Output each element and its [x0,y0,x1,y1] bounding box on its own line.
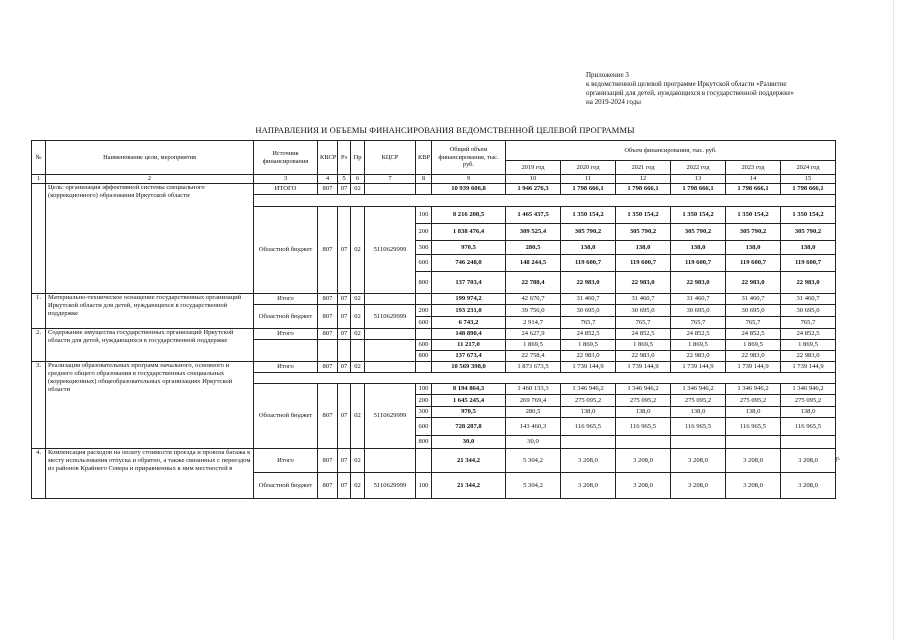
year-cell: 1 460 133,3 [506,384,561,395]
year-cell: 305 790,2 [671,224,726,241]
year-cell: 1 350 154,2 [781,207,836,224]
item-num: 4. [32,449,46,499]
source-cell: Областной бюджет [254,207,318,294]
total-cell: 1 838 476,4 [432,224,506,241]
pr-cell: 02 [351,305,365,329]
total-cell: 728 287,8 [432,418,506,436]
item-num: 1. [32,294,46,329]
kcsr-cell [365,294,416,305]
year-cell: 1 350 154,2 [616,207,671,224]
year-cell: 22 983,0 [616,272,671,294]
year-cell: 30 695,0 [781,305,836,317]
year-cell: 1 798 666,1 [561,184,616,195]
year-cell: 1 869,5 [506,340,561,351]
year-cell: 1 346 946,2 [616,384,671,395]
column-number: 5 [338,175,351,184]
column-number: 11 [561,175,616,184]
total-cell: 746 248,0 [432,255,506,272]
header-name: Наименование цели, мероприятия [46,141,254,175]
source-cell: Итого [254,329,318,340]
year-cell: 119 600,7 [671,255,726,272]
goal-num [32,184,46,294]
header-kcsr: КЦСР [365,141,416,175]
year-cell: 765,7 [726,317,781,329]
source-cell: ИТОГО [254,184,318,195]
year-cell: 1 946 276,3 [506,184,561,195]
column-number: 12 [616,175,671,184]
appendix-line: на 2019-2024 годы [586,98,641,106]
pr-cell [351,340,365,362]
rz-cell: 07 [338,473,351,499]
column-number: 15 [781,175,836,184]
year-cell: 30,0 [506,436,561,449]
kvr-cell [416,449,432,473]
year-cell: 275 095,2 [561,395,616,407]
year-cell: 119 600,7 [726,255,781,272]
appendix-line: Приложение 3 [586,71,629,79]
kcsr-cell [365,362,416,373]
year-cell [726,436,781,449]
year-cell: 305 790,2 [726,224,781,241]
year-cell: 138,0 [561,407,616,418]
year-cell: 1 739 144,9 [616,362,671,373]
kvr-cell: 100 [416,473,432,499]
rz-cell: 07 [338,305,351,329]
year-cell: 1 465 437,5 [506,207,561,224]
year-cell: 765,7 [671,317,726,329]
year-cell: 24 852,5 [781,329,836,340]
kvr-cell: 200 [416,305,432,317]
year-cell: 1 346 946,2 [671,384,726,395]
year-cell [616,436,671,449]
total-cell: 6 743,2 [432,317,506,329]
kvr-cell: 600 [416,340,432,351]
kvr-cell: 800 [416,436,432,449]
appendix-line: организаций для детей, нуждающихся в государственной поддержке» [586,89,794,97]
year-cell: 3 208,0 [726,449,781,473]
year-cell: 1 869,5 [671,340,726,351]
year-cell: 22 788,4 [506,272,561,294]
pr-cell: 02 [351,449,365,473]
year-cell: 1 869,5 [616,340,671,351]
blank-cell [254,373,836,384]
year-cell: 138,0 [726,407,781,418]
source-cell: Областной бюджет [254,473,318,499]
year-cell: 1 739 144,9 [781,362,836,373]
rz-cell: 07 [338,384,351,449]
year-cell: 31 460,7 [561,294,616,305]
year-cell: 1 798 666,1 [616,184,671,195]
goal-itogo-row [32,184,836,195]
year-cell: 1 869,5 [561,340,616,351]
year-cell: 1 873 673,5 [506,362,561,373]
year-cell: 1 739 144,9 [671,362,726,373]
year-cell: 148 244,5 [506,255,561,272]
year-cell: 305 790,2 [561,224,616,241]
year-cell: 22 983,0 [671,351,726,362]
year-cell: 1 739 144,9 [726,362,781,373]
kcsr-cell: 5110629999 [365,207,416,294]
year-cell: 31 460,7 [726,294,781,305]
year-cell: 1 869,5 [726,340,781,351]
pr-cell: 02 [351,294,365,305]
year-cell: 138,0 [671,407,726,418]
year-cell: 3 208,0 [726,473,781,499]
source-cell [254,340,318,362]
kcsr-cell: 5110629999 [365,473,416,499]
kvr-cell: 800 [416,272,432,294]
column-number: 2 [46,175,254,184]
total-cell: 8 216 208,5 [432,207,506,224]
year-cell: 22 983,0 [781,272,836,294]
total-cell: 21 344,2 [432,473,506,499]
year-cell: 119 600,7 [616,255,671,272]
total-cell: 970,5 [432,241,506,255]
year-cell: 31 460,7 [781,294,836,305]
kvr-cell: 200 [416,395,432,407]
pr-cell: 02 [351,207,365,294]
total-cell: 8 194 864,3 [432,384,506,395]
kvr-cell: 300 [416,241,432,255]
total-cell: 970,5 [432,407,506,418]
kvr-cell [416,362,432,373]
year-cell: 3 208,0 [616,473,671,499]
item-num: 2. [32,329,46,362]
year-cell: 138,0 [726,241,781,255]
rz-cell: 07 [338,449,351,473]
year-cell: 30 695,0 [726,305,781,317]
appendix-note [586,71,886,107]
kcsr-cell [365,449,416,473]
year-cell: 1 350 154,2 [561,207,616,224]
header-kvsr: КВСР [318,141,338,175]
rz-cell [338,340,351,362]
item4-itogo-row [32,449,836,473]
year-cell: 1 346 946,2 [781,384,836,395]
year-cell: 309 525,4 [506,224,561,241]
header-year: 2020 год [561,161,616,175]
year-cell: 116 965,5 [726,418,781,436]
total-cell: 11 217,0 [432,340,506,351]
year-cell: 305 790,2 [616,224,671,241]
column-number: 13 [671,175,726,184]
year-cell: 1 350 154,2 [726,207,781,224]
rz-cell: 07 [338,184,351,195]
header-year: 2022 год [671,161,726,175]
year-cell: 275 095,2 [726,395,781,407]
kvr-cell [416,329,432,340]
total-cell: 199 974,2 [432,294,506,305]
year-cell: 31 460,7 [671,294,726,305]
kvr-cell [416,184,432,195]
year-cell: 116 965,5 [671,418,726,436]
column-number: 4 [318,175,338,184]
kvr-cell: 600 [416,317,432,329]
year-cell: 280,5 [506,241,561,255]
year-cell: 116 965,5 [561,418,616,436]
kvsr-cell: 807 [318,473,338,499]
year-cell: 138,0 [781,407,836,418]
column-number: 10 [506,175,561,184]
item-name: Компенсация расходов на оплату стоимости проезда и провоза багажа к месту использования отпуска и обратно, а также связанных с переездом из районов Крайнего Севера и приравненных к ним местностей в [46,449,254,499]
kcsr-cell [365,184,416,195]
year-cell: 138,0 [616,407,671,418]
year-cell: 138,0 [616,241,671,255]
year-cell: 2 914,7 [506,317,561,329]
year-cell: 1 350 154,2 [671,207,726,224]
year-cell: 138,0 [671,241,726,255]
goal-name: Цель: организация эффективной системы специального (коррекционного) образования Иркутской области [46,184,254,294]
header-num: № [32,141,46,175]
column-number: 3 [254,175,318,184]
kvr-cell: 100 [416,207,432,224]
year-cell: 24 852,5 [671,329,726,340]
year-cell: 3 208,0 [781,449,836,473]
source-cell: Областной бюджет [254,384,318,449]
year-cell: 1 346 946,2 [726,384,781,395]
page-mark: р. [836,456,841,462]
year-cell: 1 798 666,1 [726,184,781,195]
kvr-cell: 600 [416,418,432,436]
year-cell: 42 670,7 [506,294,561,305]
kvsr-cell: 807 [318,207,338,294]
year-cell: 31 460,7 [616,294,671,305]
year-cell: 30 695,0 [671,305,726,317]
year-cell: 3 208,0 [616,449,671,473]
kvsr-cell: 807 [318,184,338,195]
pr-cell: 02 [351,473,365,499]
column-number: 7 [365,175,416,184]
kvr-cell: 800 [416,351,432,362]
column-number: 14 [726,175,781,184]
rz-cell: 07 [338,207,351,294]
kcsr-cell: 5110629999 [365,384,416,449]
kvsr-cell [318,340,338,362]
column-number: 1 [32,175,46,184]
kcsr-cell [365,329,416,340]
header-year: 2024 год [781,161,836,175]
year-cell: 22 983,0 [781,351,836,362]
rz-cell: 07 [338,362,351,373]
item-num: 3. [32,362,46,449]
total-cell: 1 645 245,4 [432,395,506,407]
kvr-cell: 600 [416,255,432,272]
column-number-row [32,175,836,184]
source-cell: Итого [254,362,318,373]
year-cell: 22 983,0 [561,351,616,362]
item3-itogo-row [32,362,836,373]
kvsr-cell: 807 [318,329,338,340]
year-cell: 3 208,0 [561,449,616,473]
blank-cell [254,195,836,207]
header-pr: Пр [351,141,365,175]
year-cell: 22 758,4 [506,351,561,362]
year-cell: 30 695,0 [616,305,671,317]
financing-table [31,140,836,499]
total-cell: 137 703,4 [432,272,506,294]
year-cell: 275 095,2 [616,395,671,407]
header-year: 2021 год [616,161,671,175]
year-cell: 765,7 [616,317,671,329]
year-cell: 1 798 666,1 [671,184,726,195]
kcsr-cell [365,340,416,362]
year-cell: 1 739 144,9 [561,362,616,373]
total-cell: 148 890,4 [432,329,506,340]
pr-cell: 02 [351,362,365,373]
year-cell: 24 627,9 [506,329,561,340]
item-name: Реализация образовательных программ начального, основного и среднего общего образования в государственных специальных (коррекционных) общеобразовательных организациях Иркутской области [46,362,254,449]
rz-cell: 07 [338,329,351,340]
header-source: Источник финансирования [254,141,318,175]
year-cell [781,436,836,449]
appendix-line: к ведомственной целевой программе Иркутской области «Развитие [586,80,787,88]
year-cell: 275 095,2 [781,395,836,407]
kvsr-cell: 807 [318,294,338,305]
year-cell: 22 983,0 [726,351,781,362]
source-cell: Итого [254,294,318,305]
column-number: 6 [351,175,365,184]
year-cell: 765,7 [781,317,836,329]
scan-edge [893,0,894,640]
header-rz: Рз [338,141,351,175]
pr-cell: 02 [351,329,365,340]
year-cell: 22 983,0 [616,351,671,362]
kvsr-cell: 807 [318,384,338,449]
year-cell: 275 095,2 [671,395,726,407]
kvr-cell: 300 [416,407,432,418]
year-cell: 119 600,7 [561,255,616,272]
header-volume: Объем финансирования, тыс. руб. [506,141,836,161]
year-cell: 1 869,5 [781,340,836,351]
year-cell: 269 769,4 [506,395,561,407]
year-cell: 24 852,5 [561,329,616,340]
year-cell: 305 790,2 [781,224,836,241]
year-cell: 39 756,0 [506,305,561,317]
header-year: 2019 год [506,161,561,175]
year-cell: 138,0 [561,241,616,255]
year-cell: 3 208,0 [671,449,726,473]
total-cell: 21 344,2 [432,449,506,473]
total-cell: 30,0 [432,436,506,449]
kvsr-cell: 807 [318,362,338,373]
year-cell: 3 208,0 [561,473,616,499]
item-name: Материально-техническое оснащение государственных организаций Иркутской области для детей, нуждающихся в государственной поддержке [46,294,254,329]
document-title: НАПРАВЛЕНИЯ И ОБЪЕМЫ ФИНАНСИРОВАНИЯ ВЕДОМСТВЕННОЙ ЦЕЛЕВОЙ ПРОГРАММЫ [255,125,635,135]
total-cell: 137 673,4 [432,351,506,362]
year-cell: 5 304,2 [506,473,561,499]
total-cell: 10 569 398,0 [432,362,506,373]
year-cell: 22 983,0 [561,272,616,294]
header-row [32,141,836,161]
year-cell: 24 852,5 [616,329,671,340]
kvsr-cell: 807 [318,305,338,329]
kvr-cell: 100 [416,384,432,395]
year-cell: 138,0 [781,241,836,255]
rz-cell: 07 [338,294,351,305]
year-cell: 3 208,0 [671,473,726,499]
year-cell: 143 460,3 [506,418,561,436]
item1-itogo-row [32,294,836,305]
year-cell [671,436,726,449]
year-cell: 30 695,0 [561,305,616,317]
year-cell: 22 983,0 [671,272,726,294]
year-cell: 119 600,7 [781,255,836,272]
column-number: 8 [416,175,432,184]
year-cell: 1 346 946,2 [561,384,616,395]
kcsr-cell: 5110629999 [365,305,416,329]
year-cell: 3 208,0 [781,473,836,499]
source-cell: Областной бюджет [254,305,318,329]
year-cell: 22 983,0 [726,272,781,294]
year-cell: 280,5 [506,407,561,418]
header-total: Общий объем финансирования, тыс. руб. [432,141,506,175]
column-number: 9 [432,175,506,184]
header-kvr: КВР [416,141,432,175]
item-name: Содержание имущества государственных организаций Иркутской области для детей, нуждающихся в государственной поддержке [46,329,254,362]
kvsr-cell: 807 [318,449,338,473]
year-cell: 24 852,5 [726,329,781,340]
kvr-cell [416,294,432,305]
year-cell: 5 304,2 [506,449,561,473]
total-cell: 10 939 606,8 [432,184,506,195]
year-cell: 1 798 666,1 [781,184,836,195]
pr-cell: 02 [351,384,365,449]
year-cell: 116 965,5 [781,418,836,436]
year-cell: 765,7 [561,317,616,329]
header-year: 2023 год [726,161,781,175]
item2-itogo-row [32,329,836,340]
kvr-cell: 200 [416,224,432,241]
pr-cell: 02 [351,184,365,195]
source-cell: Итого [254,449,318,473]
total-cell: 193 231,0 [432,305,506,317]
year-cell [561,436,616,449]
year-cell: 116 965,5 [616,418,671,436]
